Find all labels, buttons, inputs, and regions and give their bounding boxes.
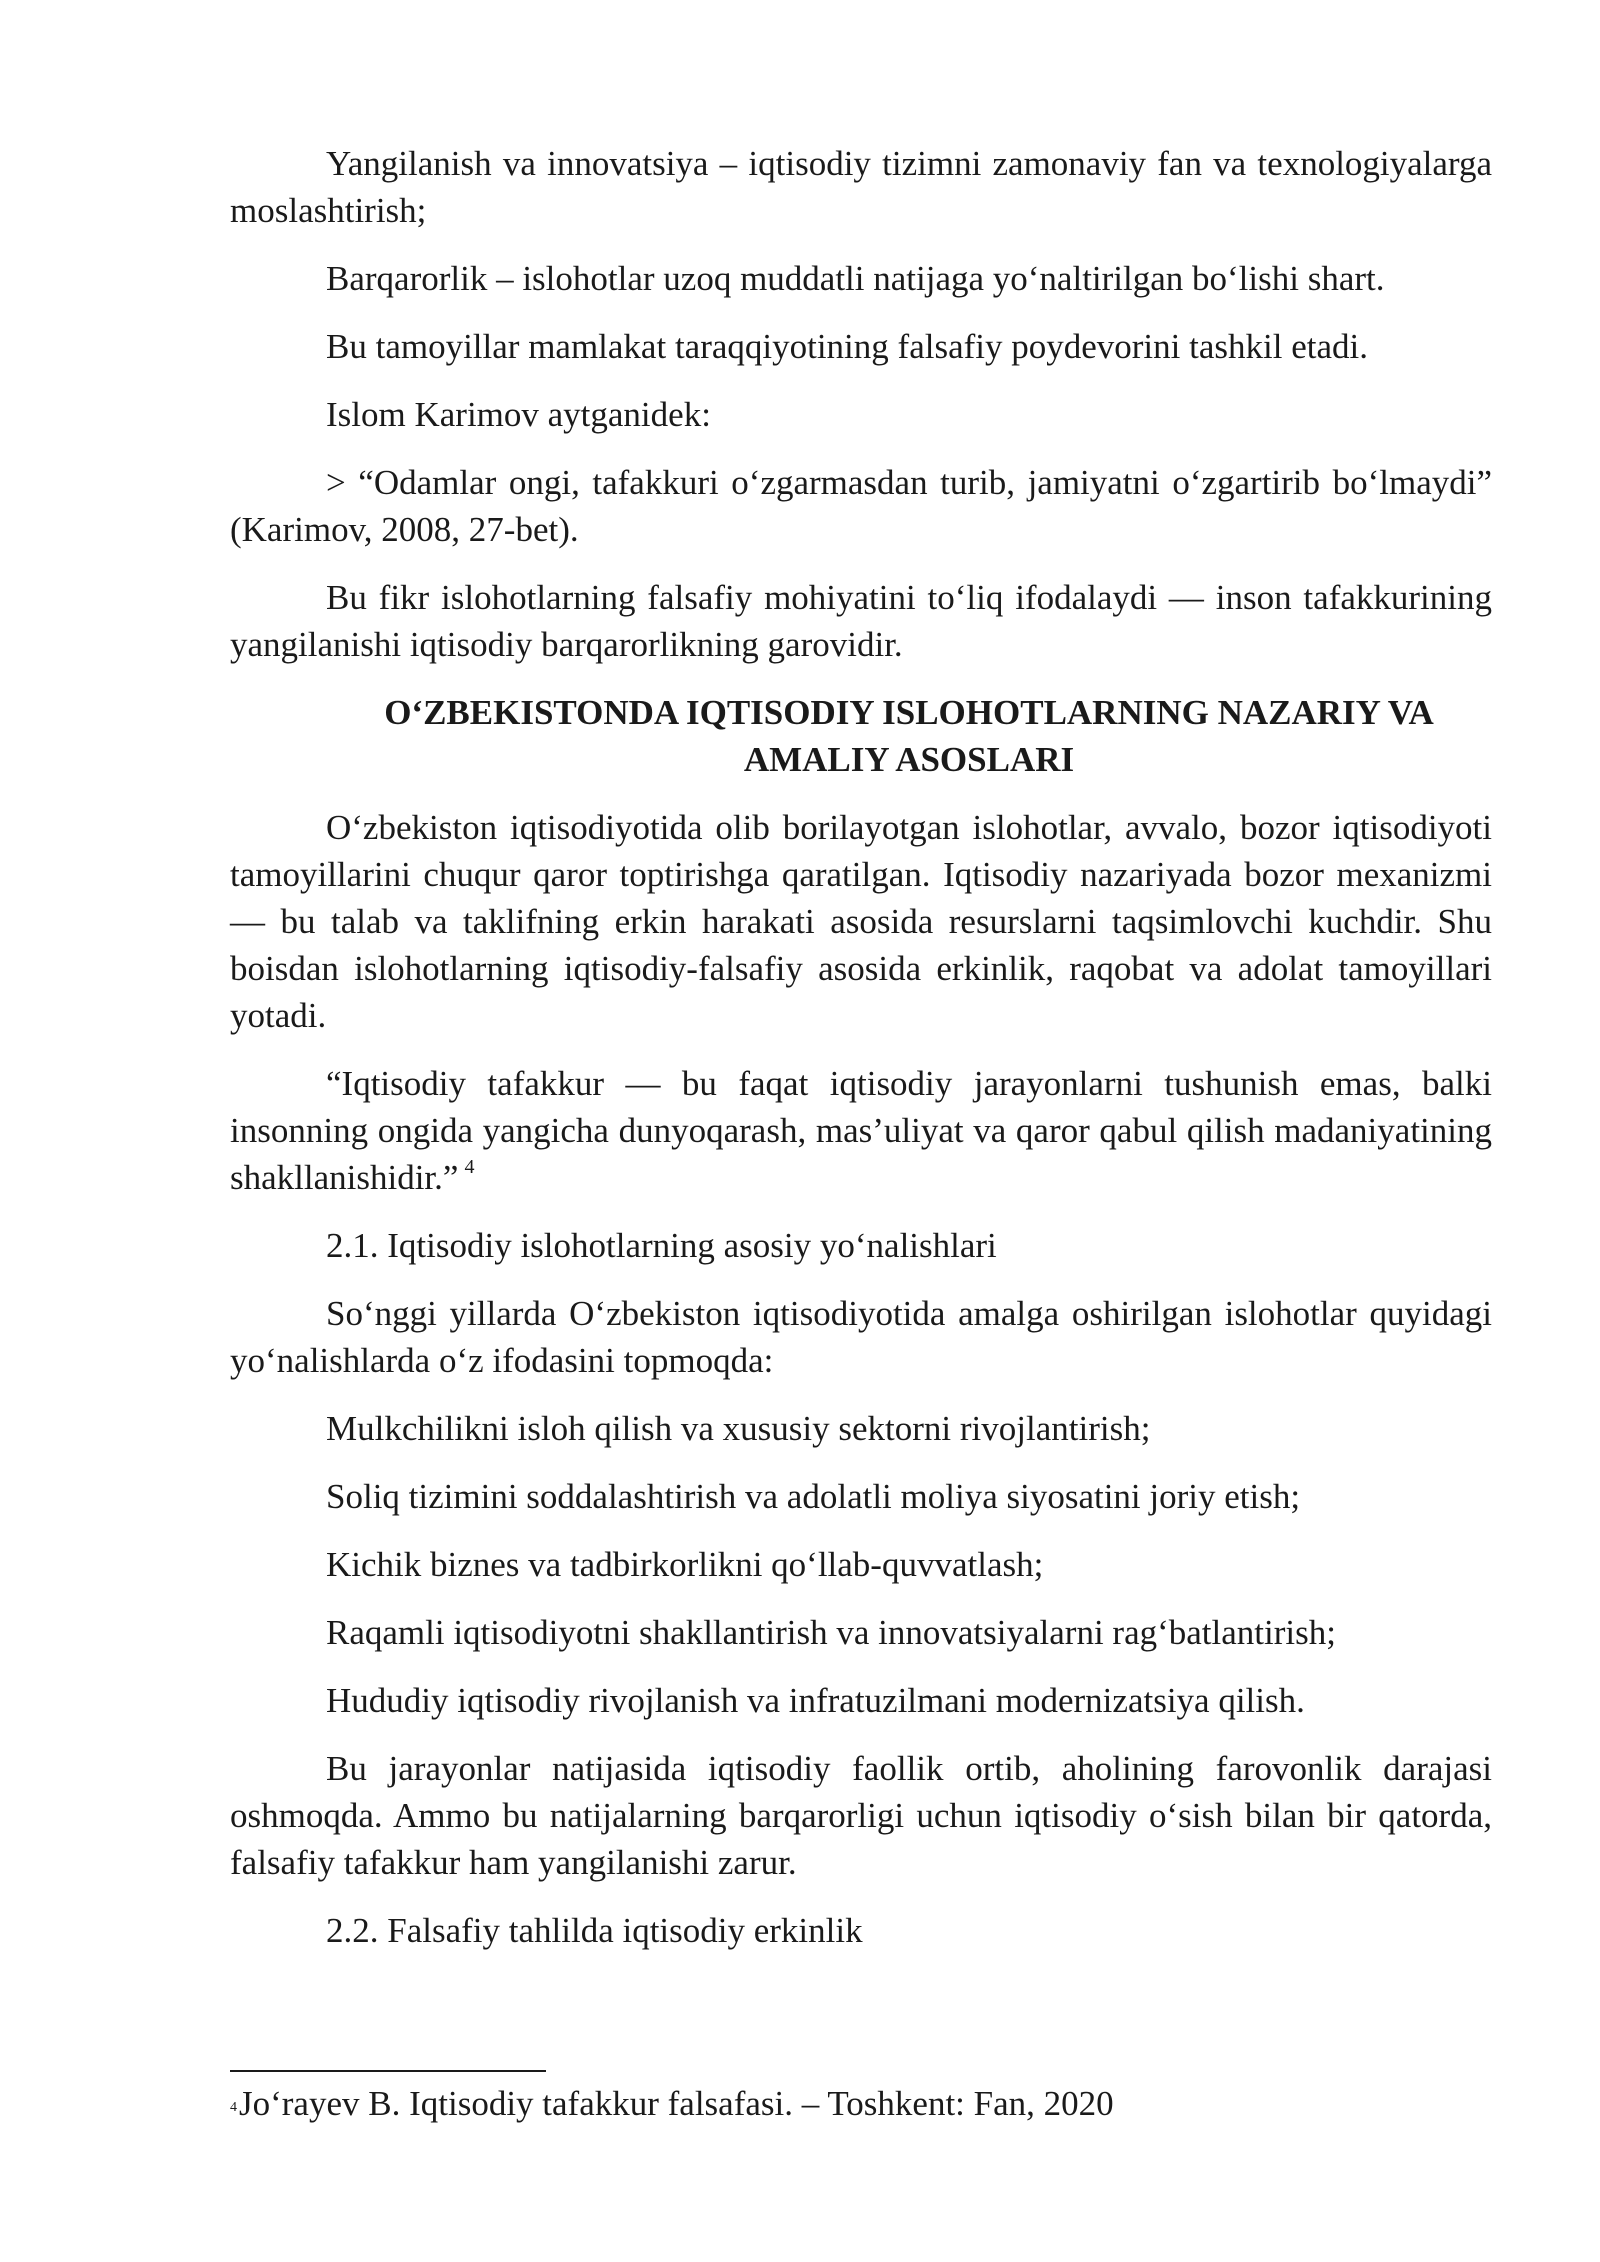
footnote — [230, 2080, 1492, 2131]
paragraph-economic-thinking-quote — [230, 1060, 1492, 1201]
footnote-text: Jo‘rayev B. Iqtisodiy tafakkur falsafasi. – Toshkent: Fan, 2020 — [239, 2084, 1114, 2123]
paragraph-recent-years: So‘nggi yillarda O‘zbekiston iqtisodiyotida amalga oshirilgan islohotlar quyidagi yo‘nalishlarda o‘z ifodasini topmoqda: — [230, 1294, 1492, 1380]
paragraph-innovation: Yangilanish va innovatsiya – iqtisodiy tizimni zamonaviy fan va texnologiyalarga moslashtirish; — [230, 144, 1492, 230]
footnote-reference[interactable]: 4 — [464, 1156, 475, 1178]
paragraph-reform-essence: Bu fikr islohotlarning falsafiy mohiyatini to‘liq ifodalaydi — inson tafakkurining yangilanishi iqtisodiy barqarorlikning garovidir. — [230, 578, 1492, 664]
paragraph-karimov-intro: Islom Karimov aytganidek: — [326, 395, 711, 434]
footnote-separator — [230, 2070, 546, 2072]
list-item: Raqamli iqtisodiyotni shakllantirish va innovatsiyalarni rag‘batlantirish; — [326, 1613, 1336, 1652]
document-page — [230, 140, 1492, 1975]
paragraph-principles: Bu tamoyillar mamlakat taraqqiyotining falsafiy poydevorini tashkil etadi. — [326, 327, 1368, 366]
paragraph-outcomes: Bu jarayonlar natijasida iqtisodiy faollik ortib, aholining farovonlik darajasi oshmoqda. Ammo bu natijalarning barqarorligi uchun iqtisodiy o‘sish bilan bir qatorda, falsafiy tafakkur ham yangilanishi zarur. — [230, 1749, 1492, 1882]
section-heading: O‘ZBEKISTONDA IQTISODIY ISLOHOTLARNING NAZARIY VA AMALIY ASOSLARI — [384, 693, 1434, 779]
list-item: Hududiy iqtisodiy rivojlanish va infratuzilmani modernizatsiya qilish. — [326, 1681, 1305, 1720]
footnote-mark: 4 — [230, 2100, 237, 2115]
quote-text: “Iqtisodiy tafakkur — bu faqat iqtisodiy jarayonlarni tushunish emas, balki insonning ongida yangicha dunyoqarash, mas’uliyat va qaror qabul qilish madaniyatining shakllanishidir.” — [230, 1064, 1492, 1197]
paragraph-market-economy: O‘zbekiston iqtisodiyotida olib borilayotgan islohotlar, avvalo, bozor iqtisodiyoti tamoyillarini chuqur qaror toptirishga qaratilgan. Iqtisodiy nazariyada bozor mexanizmi — bu talab va taklifning erkin harakati asosida resurslarni taqsimlovchi kuchdir. Shu boisdan islohotlarning iqtisodiy-falsafiy asosida erkinlik, raqobat va adolat tamoyillari yotadi. — [230, 808, 1492, 1035]
subheading-economic-freedom: 2.2. Falsafiy tahlilda iqtisodiy erkinlik — [326, 1911, 863, 1950]
list-item: Kichik biznes va tadbirkorlikni qo‘llab-quvvatlash; — [326, 1545, 1044, 1584]
paragraph-stability: Barqarorlik – islohotlar uzoq muddatli natijaga yo‘naltirilgan bo‘lishi shart. — [326, 259, 1385, 298]
list-item: Soliq tizimini soddalashtirish va adolatli moliya siyosatini joriy etish; — [326, 1477, 1301, 1516]
paragraph-karimov-quote: > “Odamlar ongi, tafakkuri o‘zgarmasdan turib, jamiyatni o‘zgartirib bo‘lmaydi” (Karimov, 2008, 27-bet). — [230, 463, 1492, 549]
subheading-reform-directions: 2.1. Iqtisodiy islohotlarning asosiy yo‘nalishlari — [326, 1226, 997, 1265]
list-item: Mulkchilikni isloh qilish va xususiy sektorni rivojlantirish; — [326, 1409, 1151, 1448]
